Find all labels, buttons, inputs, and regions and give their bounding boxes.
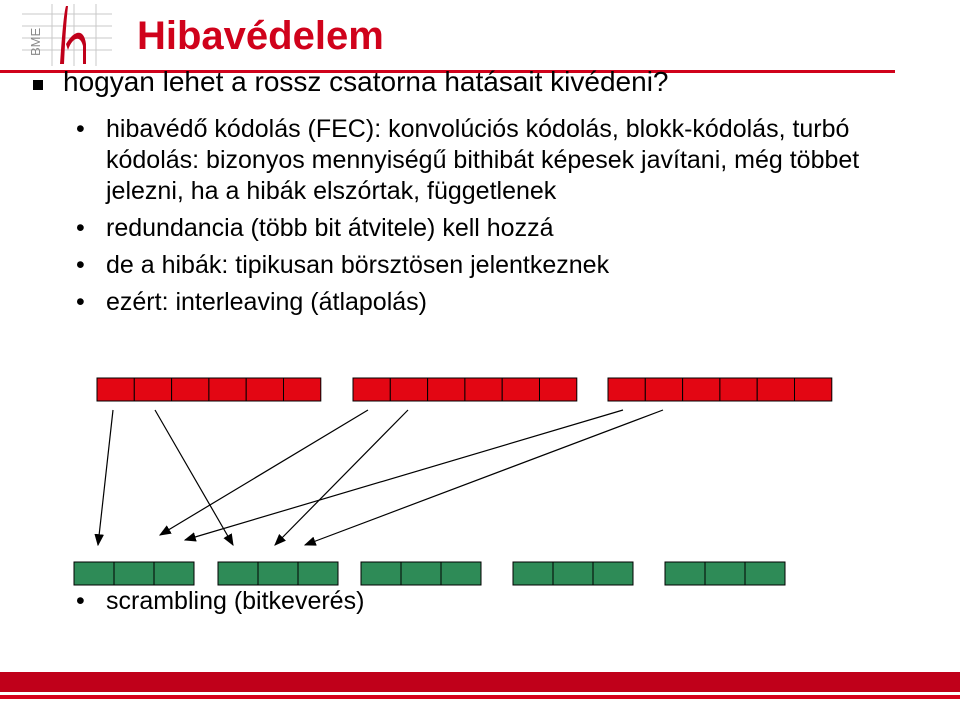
bullet-text: redundancia (több bit átvitele) kell hozzá: [106, 214, 554, 242]
main-point: hogyan lehet a rossz csatorna hatásait kivédeni?: [63, 66, 669, 97]
bullet-dot-icon: •: [76, 587, 85, 615]
bullet-text: hibavédő kódolás (FEC): konvolúciós kódolás, blokk-kódolás, turbó kódolás: bizonyos mennyiségű bithibát képesek javítani, még többet jelezni, ha a hibák elszórtak, függetlenek: [106, 115, 860, 205]
source-bit-cell: [172, 378, 209, 401]
source-bit-cell: [465, 378, 502, 401]
footer-bar: [0, 672, 960, 692]
interleaved-bit-cell: [401, 562, 441, 585]
interleaved-bit-cell: [258, 562, 298, 585]
mapping-arrow: [155, 410, 233, 545]
interleaved-bit-cell: [513, 562, 553, 585]
mapping-arrow: [305, 410, 663, 545]
bullet-dot-icon: •: [76, 214, 85, 242]
interleaved-bit-cell: [593, 562, 633, 585]
bullet-dot-icon: •: [76, 288, 85, 316]
bullet-dot-icon: •: [76, 251, 85, 279]
interleaved-bit-cell: [114, 562, 154, 585]
page-title: Hibavédelem: [137, 14, 384, 58]
source-bit-cell: [720, 378, 757, 401]
mapping-arrow: [275, 410, 408, 545]
interleaved-bit-cell: [361, 562, 401, 585]
footer-line: [0, 695, 960, 699]
source-bit-cell: [608, 378, 645, 401]
interleaved-bit-cell: [745, 562, 785, 585]
interleaved-bit-cell: [665, 562, 705, 585]
scrambling-item: [76, 587, 364, 616]
mapping-arrow: [98, 410, 113, 545]
scrambling-label: scrambling (bitkeverés): [106, 587, 365, 615]
logo-text: BME: [28, 27, 43, 56]
source-bit-cell: [246, 378, 283, 401]
interleaved-bit-cell: [441, 562, 481, 585]
interleaved-bit-cell: [298, 562, 338, 585]
source-bit-cell: [645, 378, 682, 401]
bullet-text: ezért: interleaving (átlapolás): [106, 288, 427, 316]
interleaved-bit-cell: [553, 562, 593, 585]
mapping-arrow: [185, 410, 623, 540]
interleaved-bit-cell: [218, 562, 258, 585]
interleaved-block-row: [74, 562, 785, 585]
source-bit-cell: [284, 378, 321, 401]
source-block-row: [97, 378, 832, 401]
source-bit-cell: [390, 378, 427, 401]
bullet-dot-icon: •: [76, 115, 85, 143]
source-bit-cell: [97, 378, 134, 401]
source-bit-cell: [134, 378, 171, 401]
source-bit-cell: [795, 378, 832, 401]
interleaved-bit-cell: [74, 562, 114, 585]
source-bit-cell: [428, 378, 465, 401]
source-bit-cell: [683, 378, 720, 401]
bullet-text: de a hibák: tipikusan börsztösen jelentkeznek: [106, 251, 610, 279]
interleaved-bit-cell: [154, 562, 194, 585]
source-bit-cell: [209, 378, 246, 401]
source-bit-cell: [540, 378, 577, 401]
source-bit-cell: [757, 378, 794, 401]
source-bit-cell: [353, 378, 390, 401]
source-bit-cell: [502, 378, 539, 401]
mapping-arrows: [98, 410, 663, 545]
interleaved-bit-cell: [705, 562, 745, 585]
